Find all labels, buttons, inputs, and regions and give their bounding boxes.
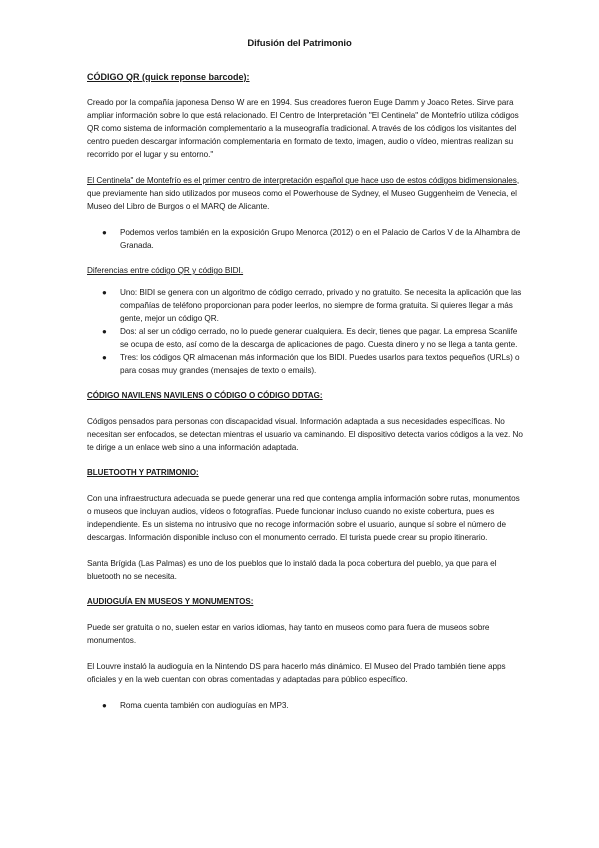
paragraph-centinela-underlined: El Centinela" de Montefrío es el primer centro de interpretación español que hace uso de estos códigos bidimensionales [87, 176, 517, 185]
list-item-text: Dos: al ser un código cerrado, no lo puede generar cualquiera. Es decir, tienes que pagar. La empresa Scanlife se ocupa de esto, así como de la descarga de aplicaciones de pago. Cuesta dinero y no se llega a tanta gente. [120, 327, 518, 349]
paragraph-navilens: Códigos pensados para personas con discapacidad visual. Información adaptada a sus necesidades específicas. No necesitan ser enfocados, se detectan mientras el usuario va caminando. El dispositivo detecta varios códigos a la vez. No te dirige a un enlace web sino a una información adaptada. [87, 417, 523, 452]
bullet-icon: ● [102, 701, 107, 710]
bullet-list-exposicion [87, 226, 525, 252]
heading-navilens: CÓDIGO NAVILENS NAVILENS O CÓDIGO O CÓDIGO DDTAG: [87, 391, 323, 400]
paragraph-audioguia: Puede ser gratuita o no, suelen estar en varios idiomas, hay tanto en museos como para fuera de museos sobre monumentos. [87, 623, 490, 645]
heading-audioguia: AUDIOGUÍA EN MUSEOS Y MONUMENTOS: [87, 597, 254, 606]
list-item-text: Roma cuenta también con audioguías en MP3. [120, 701, 289, 710]
list-item [87, 699, 525, 712]
subheading-diferencias: Diferencias entre código QR y código BIDI. [87, 266, 244, 275]
list-item-text: Uno: BIDI se genera con un algoritmo de código cerrado, privado y no gratuito. Se necesita la aplicación que las compañías de teléfono proporcionan para poder leerlos, no siempre de forma gratuita. Si quieres llegar a más gente, mejor un código QR. [120, 288, 522, 323]
bullet-icon: ● [102, 327, 107, 336]
bullet-list-roma [87, 699, 525, 712]
paragraph-louvre: El Louvre instaló la audioguía en la Nintendo DS para hacerlo más dinámico. El Museo del Prado también tiene apps oficiales y en la web cuentan con obras comentadas y adaptadas para público específico. [87, 662, 506, 684]
bullet-list-diferencias [87, 286, 525, 377]
paragraph-centinela [87, 174, 525, 213]
bullet-icon: ● [102, 228, 107, 237]
paragraph-santa-brigida: Santa Brígida (Las Palmas) es uno de los pueblos que lo instaló dada la poca cobertura del pueblo, ya que para el bluetooth no se necesita. [87, 559, 497, 581]
heading-bluetooth: BLUETOOTH Y PATRIMONIO: [87, 468, 199, 477]
list-item [87, 286, 525, 325]
bullet-icon: ● [102, 353, 107, 362]
list-item [87, 325, 525, 351]
paragraph-qr-intro: Creado por la compañía japonesa Denso W are en 1994. Sus creadores fueron Euge Damm y Joaco Retes. Sirve para ampliar información sobre lo que está relacionado. El Centro de Interpretación "El Centinela" de Montefrío utiliza códigos QR como sistema de información complementario a la museografía tradicional. A través de los códigos los visitantes del centro pueden descargar información complementaria en formato de texto, imagen, audio o vídeo, mientras realizan su recorrido por el lugar y su entorno." [87, 98, 519, 159]
list-item-text: Podemos verlos también en la exposición Grupo Menorca (2012) o en el Palacio de Carlos V de la Alhambra de Granada. [120, 228, 521, 250]
paragraph-centinela-rest: , que previamente han sido utilizados por museos como el Powerhouse de Sydney, el Museo Guggenheim de Venecia, el Museo del Libro de Burgos o el MARQ de Alicante. [87, 176, 520, 211]
heading-qr: CÓDIGO QR (quick reponse barcode): [87, 72, 250, 82]
bullet-icon: ● [102, 288, 107, 297]
paragraph-bluetooth: Con una infraestructura adecuada se puede generar una red que contenga amplia información sobre rutas, monumentos o museos que incluyan audios, vídeos o fotografías. Puede funcionar incluso cuando no existe cobertura, pues es independiente. Es un sistema no intrusivo que no recoge información sobre el usuario, aunque sí sobre el número de descargas. Información disponible incluso con el monumento cerrado. El turista puede crear su propio itinerario. [87, 494, 520, 542]
list-item-text: Tres: los códigos QR almacenan más información que los BIDI. Puedes usarlos para textos pequeños (URLs) o para cosas muy grandes (mensajes de texto o emails). [120, 353, 520, 375]
list-item [87, 351, 525, 377]
list-item [87, 226, 525, 252]
document-body [87, 71, 525, 725]
page-title: Difusión del Patrimonio [247, 38, 352, 49]
